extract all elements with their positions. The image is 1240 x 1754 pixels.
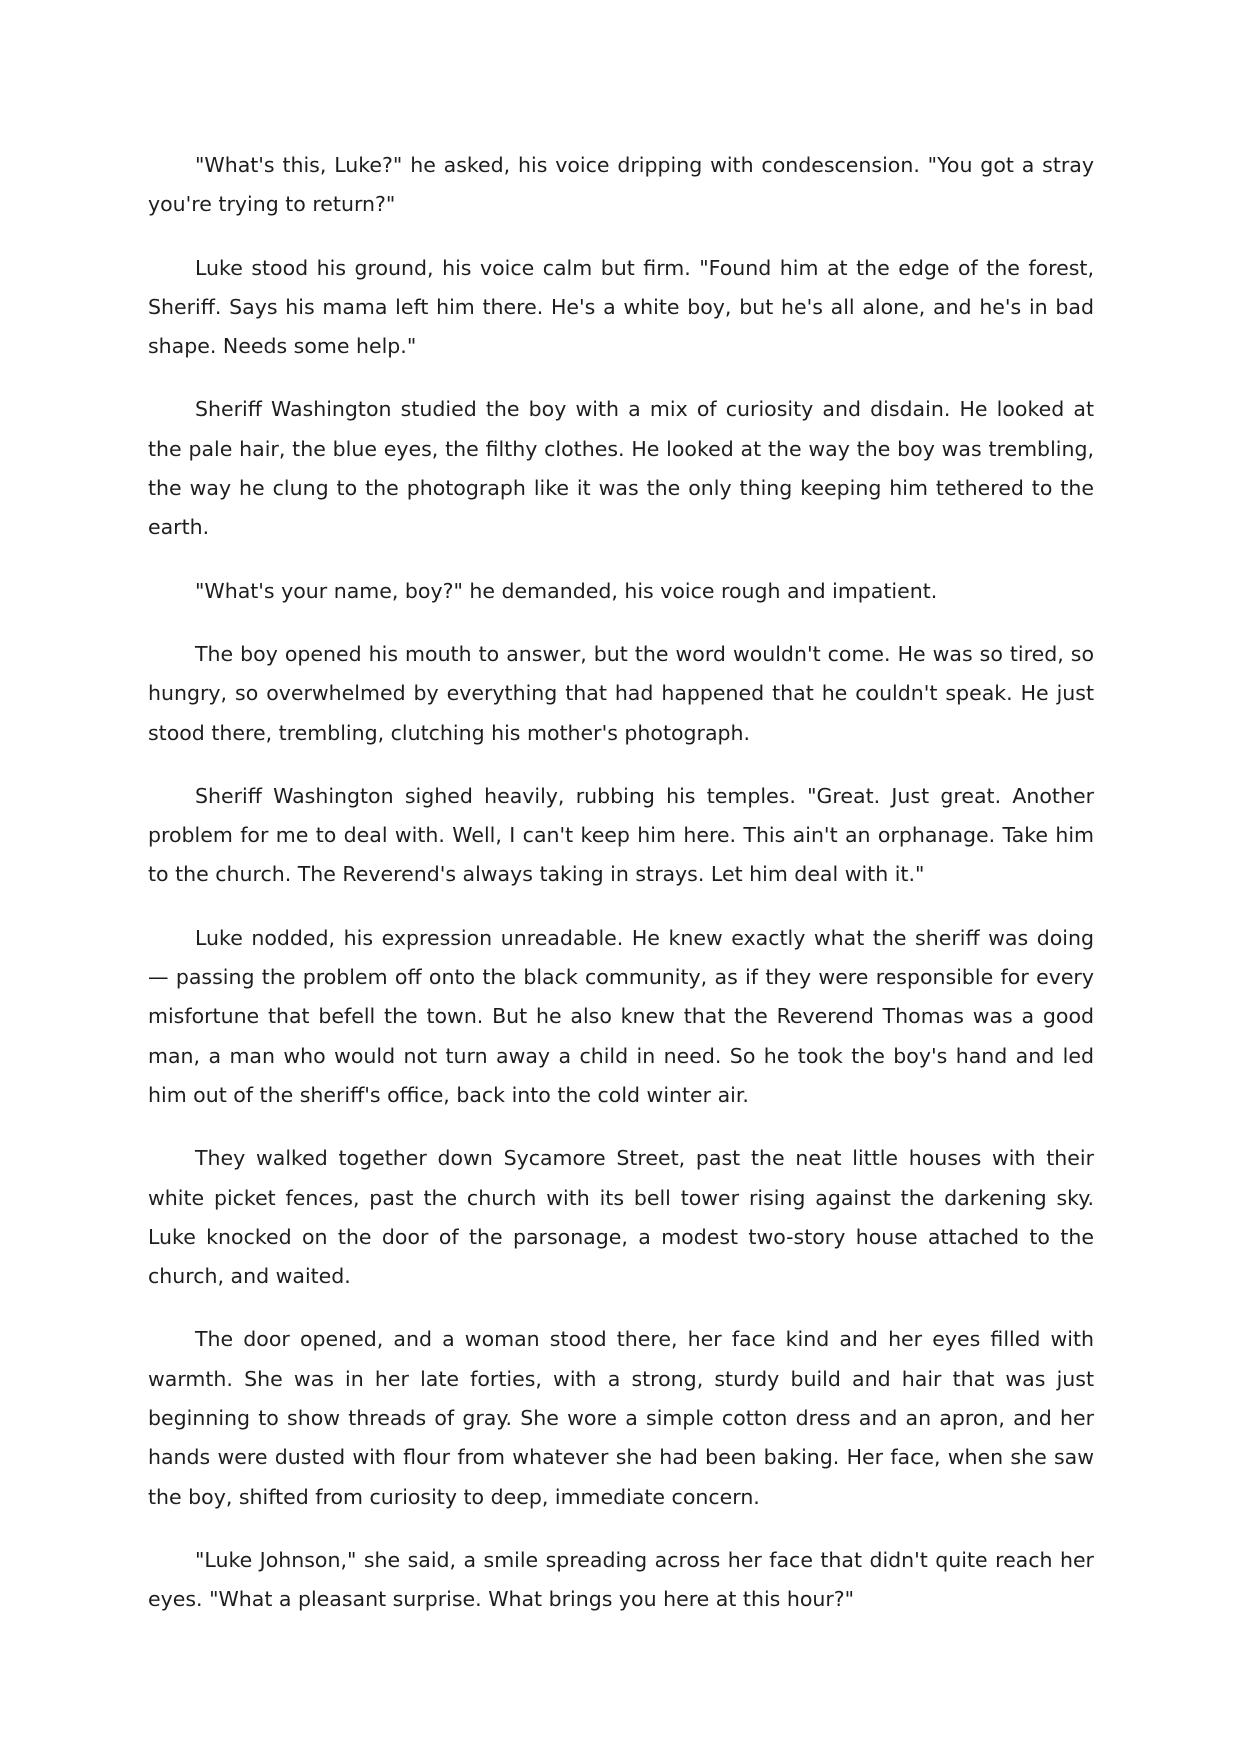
paragraph: "What's your name, boy?" he demanded, his voice rough and impatient. xyxy=(195,578,938,603)
paragraph: Sheriff Washington sighed heavily, rubbing his temples. "Great. Just great. Another problem for me to deal with. Well, I can't keep him here. This ain't an orphanage. Take him to the church. The Reverend's always taking in strays. Let him deal with it." xyxy=(148,783,1094,887)
body-text xyxy=(148,146,1094,1644)
paragraph: Sheriff Washington studied the boy with a mix of curiosity and disdain. He looked at the pale hair, the blue eyes, the filthy clothes. He looked at the way the boy was trembling, the way he clung to the photograph like it was the only thing keeping him tethered to the earth. xyxy=(148,397,1094,540)
paragraph: They walked together down Sycamore Street, past the neat little houses with their white picket fences, past the church with its bell tower rising against the darkening sky. Luke knocked on the door of the parsonage, a modest two-story house attached to the church, and waited. xyxy=(148,1146,1094,1289)
paragraph: Luke nodded, his expression unreadable. He knew exactly what the sheriff was doing — passing the problem off onto the black community, as if they were responsible for every misfortune that befell the town. But he also knew that the Reverend Thomas was a good man, a man who would not turn away a child in need. So he took the boy's hand and led him out of the sheriff's office, back into the cold winter air. xyxy=(148,925,1094,1107)
paragraph: "What's this, Luke?" he asked, his voice dripping with condescension. "You got a stray you're trying to return?" xyxy=(148,153,1094,217)
paragraph: Luke stood his ground, his voice calm but firm. "Found him at the edge of the forest, Sheriff. Says his mama left him there. He's a white boy, but he's all alone, and he's in bad shape. Needs some help." xyxy=(148,255,1094,359)
paragraph: "Luke Johnson," she said, a smile spreading across her face that didn't quite reach her eyes. "What a pleasant surprise. What brings you here at this hour?" xyxy=(148,1547,1094,1612)
paragraph: The door opened, and a woman stood there, her face kind and her eyes filled with warmth. She was in her late forties, with a strong, sturdy build and hair that was just beginning to show threads of gray. She wore a simple cotton dress and an apron, and her hands were dusted with flour from whatever she had been baking. Her face, when she saw the boy, shifted from curiosity to deep, immediate concern. xyxy=(148,1327,1094,1509)
paragraph: The boy opened his mouth to answer, but the word wouldn't come. He was so tired, so hungry, so overwhelmed by everything that had happened that he couldn't speak. He just stood there, trembling, clutching his mother's photograph. xyxy=(148,641,1094,745)
